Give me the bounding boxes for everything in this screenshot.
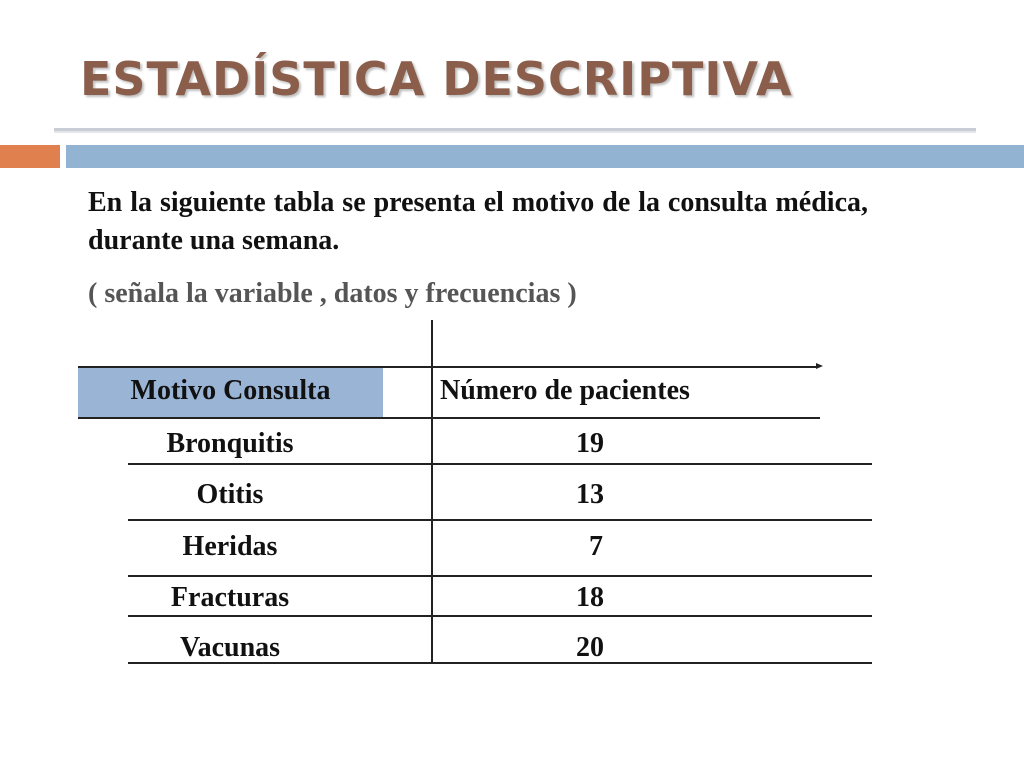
intro-paragraph: En la siguiente tabla se presenta el motivo de la consulta médica, durante una semana. bbox=[88, 187, 868, 256]
row-pacientes: 18 bbox=[576, 582, 604, 613]
instruction-note: ( señala la variable , datos y frecuencias ) bbox=[88, 278, 577, 309]
table-top-rule bbox=[78, 366, 818, 368]
row-pacientes: 13 bbox=[576, 479, 604, 510]
accent-bar-blue bbox=[66, 145, 1024, 168]
header-pacientes: Número de pacientes bbox=[440, 375, 690, 406]
row-pacientes: 19 bbox=[576, 428, 604, 459]
row-rule bbox=[128, 463, 872, 465]
row-motivo: Fracturas bbox=[170, 582, 290, 613]
row-motivo: Bronquitis bbox=[166, 428, 294, 459]
row-motivo: Heridas bbox=[182, 531, 278, 562]
arrow-head-icon bbox=[816, 363, 823, 369]
header-motivo: Motivo Consulta bbox=[130, 375, 331, 406]
accent-bar-orange bbox=[0, 145, 60, 168]
row-rule bbox=[128, 575, 872, 577]
row-rule bbox=[128, 615, 872, 617]
header-bottom-rule bbox=[78, 417, 820, 419]
slide-title: ESTADÍSTICA DESCRIPTIVA bbox=[80, 52, 793, 106]
column-divider bbox=[431, 320, 433, 664]
row-motivo: Otitis bbox=[196, 479, 264, 510]
row-motivo: Vacunas bbox=[179, 632, 281, 663]
row-rule bbox=[128, 519, 872, 521]
row-pacientes: 7 bbox=[589, 531, 603, 562]
title-underline bbox=[54, 128, 976, 133]
row-pacientes: 20 bbox=[576, 632, 604, 663]
